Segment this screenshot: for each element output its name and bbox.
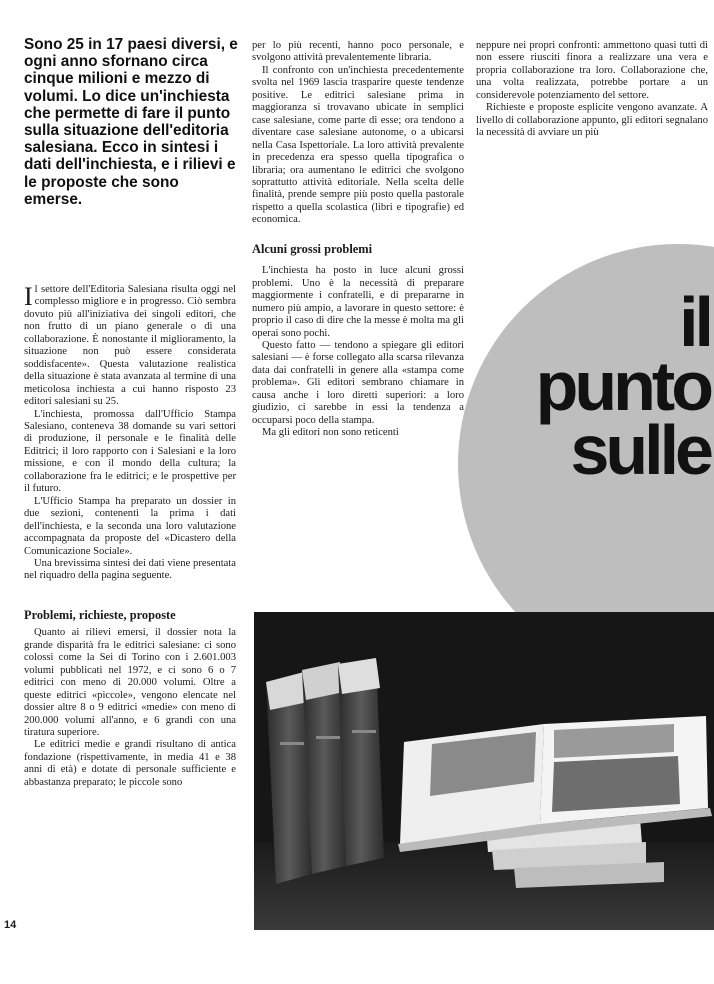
section-heading: Alcuni grossi problemi: [252, 241, 373, 256]
paragraph-text: l settore dell'Editoria Salesiana risulta oggi nel complesso migliore e in progresso. Ciò sembra dovuto più all'iniziativa dei singoli editori, che non frutto di un piano generale o di una collaborazione. È nonostante il miglioramento, la situazione non può essere considerata soddisfacente». Questa valutazione realistica della situazione è stata avanzata al termine di una meticolosa inchiesta a cui hanno risposto 23 editori salesiani su 25.: [24, 284, 236, 408]
paragraph: L'Ufficio Stampa ha preparato un dossier in due sezioni, contenenti la prima i dati dell'inchiesta, e la seconda una loro valutazione accompagnata da proposte del «Dicastero della Comunicazione Sociale».: [24, 495, 236, 557]
books-photo: [254, 612, 714, 930]
drop-cap: I: [24, 282, 33, 311]
title-line: il: [679, 283, 710, 361]
paragraph: L'inchiesta, promossa dall'Ufficio Stampa Salesiano, conteneva 38 domande su vari settori di produzione, il personale e le finalità delle Editrici; il loro rapporto con i Salesiani e la loro missione, e con il mondo della cultura; la collaborazione fra le editrici; e le prospettive per il futuro.: [24, 408, 236, 495]
paragraph: [24, 284, 236, 409]
paragraph: per lo più recenti, hanno poco personale, e svolgono attività prevalentemente libraria.: [252, 40, 464, 64]
standing-books: [266, 658, 384, 884]
column-2: [252, 40, 464, 440]
paragraph: L'inchiesta ha posto in luce alcuni grossi problemi. Uno è la necessità di preparare maggiormente i confratelli, e di prepararne in numero più ampio, a lavorare in questo settore: è proprio il caso di dire che la messe è molta ma gli operai sono pochi.: [252, 265, 464, 339]
books-illustration: [254, 612, 714, 930]
paragraph: Una brevissima sintesi dei dati viene presentata nel riquadro della pagina seguente.: [24, 557, 236, 582]
paragraph: Richieste e proposte esplicite vengono avanzate. A livello di collaborazione appunto, gli editori segnalano la necessità di avviare un più: [476, 102, 708, 139]
column-3: [476, 40, 708, 140]
page-title: [520, 283, 710, 489]
paragraph: Ma gli editori non sono reticenti: [262, 427, 399, 439]
lead-paragraph: Sono 25 in 17 paesi diversi, e ogni anno sfornano circa cinque milioni e mezzo di volumi. Lo dice un'inchiesta che permette di fare il punto sulla situazione dell'editoria salesiana. Ecco in sintesi i dati dell'inchiesta, e i rilievi e le proposte che sono emerse.: [24, 36, 238, 208]
page-number: 14: [4, 919, 17, 931]
column-1: [24, 284, 236, 789]
paragraph: neppure nei propri confronti: ammettono quasi tutti di non essere riusciti finora a realizzare una vera e propria collaborazione tra loro. Collaborazione che, una volta realizzata, potrebbe portare a un considerevole potenziamento del settore.: [476, 40, 708, 101]
title-line: punto: [535, 347, 710, 425]
paragraph: Il confronto con un'inchiesta precedentemente svolta nel 1969 lascia trasparire queste tendenze positive. Le editrici salesiane prima in maggioranza si trovavano ubicate in semplici case salesiane, come parte di esse; ora tendono a diventare case salesiane autonome, o a ubicarsi nella Casa Ispettoriale. La loro attività prevalente in precedenza era spesso quella tipografica o libraria; ora aumentano le editrici che svolgono soprattutto attività editoriale. Nella scelta delle finalità, prende sempre più posto quella pastorale rispetto a quella scolastica (libri e tipografie) ed economica.: [252, 64, 464, 226]
paragraph: Quanto ai rilievi emersi, il dossier nota la grande disparità fra le editrici salesiane: ci sono colossi come la Sei di Torino con i 2.601.003 volumi pubblicati nel 1972, e ci sono 6 o 7 editrici con meno di 20.000 volumi. Oltre a queste editrici «piccole», vengono elencate nel dossier altre 8 o 9 editrici «medie» con meno di 200.000 volumi all'anno, e 6 grandi con una tiratura superiore.: [24, 627, 236, 738]
paragraph: Le editrici medie e grandi risultano di antica fondazione (rispettivamente, in media 41 e 38 anni di età) e dotate di personale sufficiente e abbastanza preparato; le piccole sono: [24, 739, 236, 788]
section-heading: Problemi, richieste, proposte: [24, 607, 176, 622]
paragraph: Questo fatto — tendono a spiegare gli editori salesiani — è forse collegato alla scarsa rilevanza data dai confratelli in genere alla «stampa come problema». Gli editori sembrano chiamare in causa anche i loro diretti superiori: a loro giudizio, ci sarebbe in essi la tendenza a occuparsi poco della stampa.: [252, 339, 464, 426]
title-line: sulle: [570, 411, 710, 489]
